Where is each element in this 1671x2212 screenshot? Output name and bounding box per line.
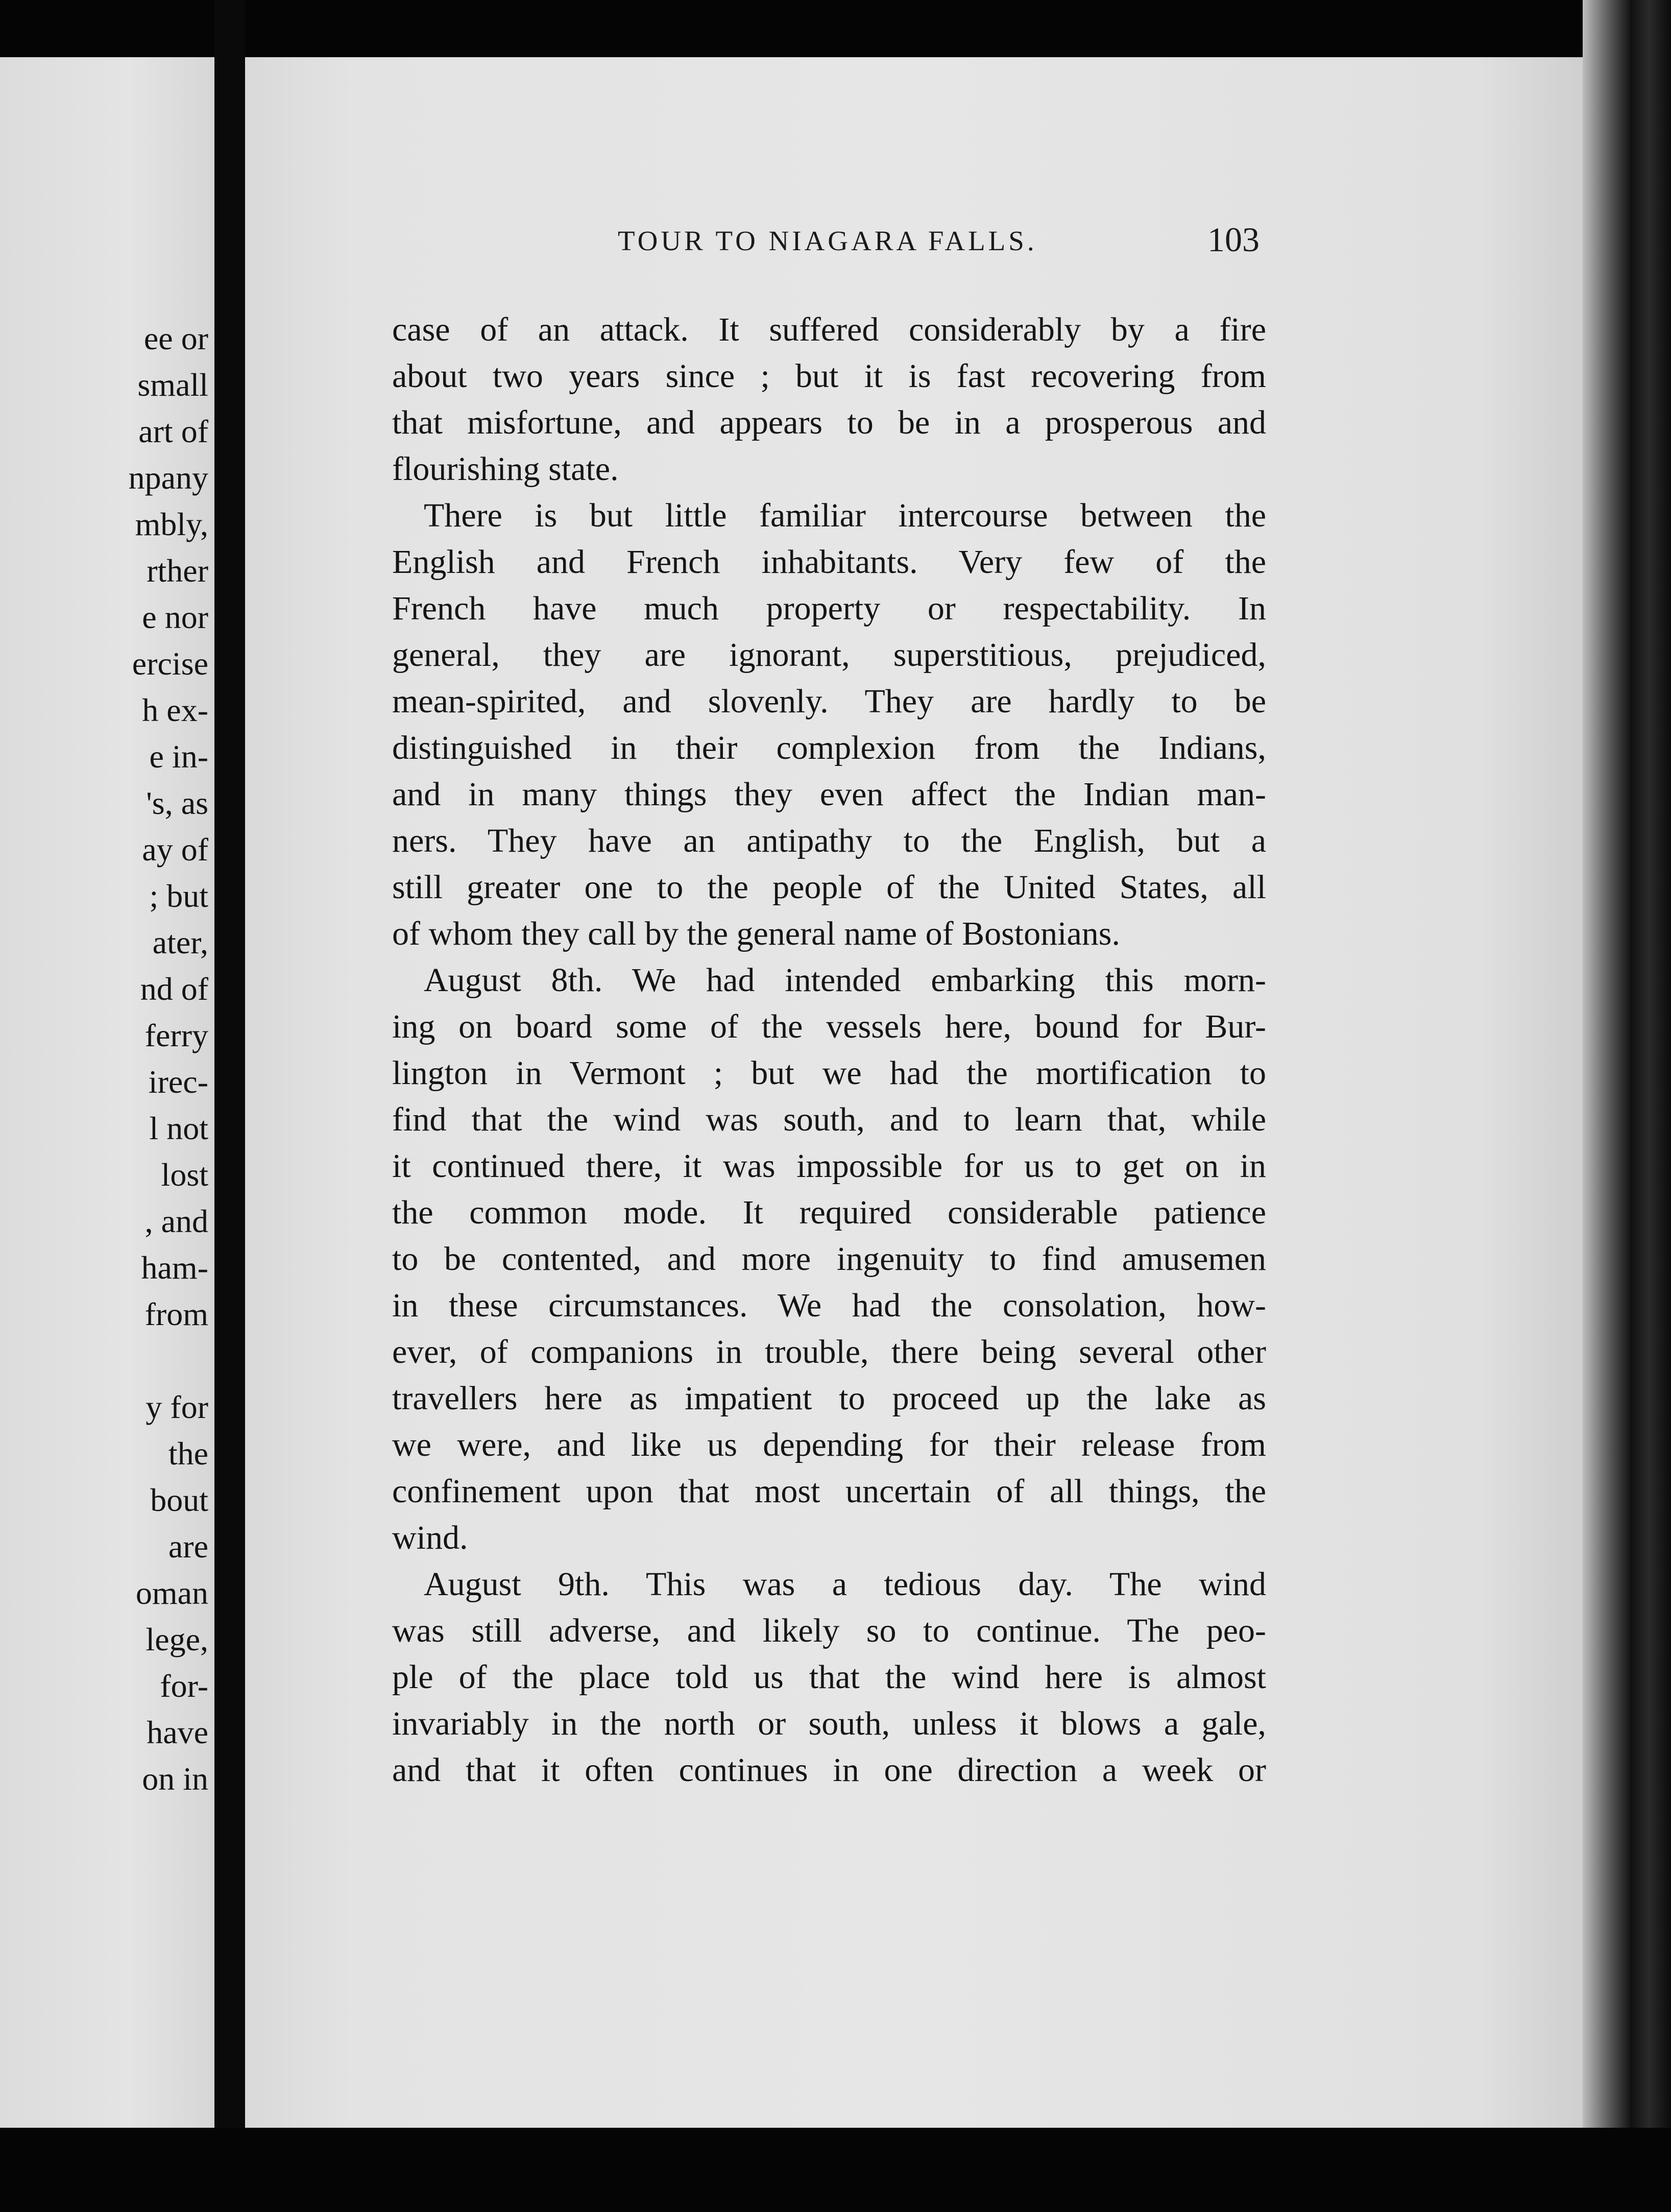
facing-page-line: ; but xyxy=(149,878,208,914)
paragraph-start-line: There is but little familiar intercourse between the xyxy=(424,497,1266,534)
facing-page-line: lost xyxy=(161,1157,208,1193)
facing-page-line: ater, xyxy=(152,924,208,960)
text-line: find that the wind was south, and to learn that, while xyxy=(392,1101,1266,1138)
running-head: TOUR TO NIAGARA FALLS. xyxy=(618,225,1037,256)
text-line: that misfortune, and appears to be in a prosperous and xyxy=(392,404,1266,441)
scan-border-top xyxy=(0,0,1671,57)
facing-page-line: rther xyxy=(147,552,208,589)
facing-page-line: ercise xyxy=(132,645,208,682)
text-line: invariably in the north or south, unless it blows a gale, xyxy=(392,1705,1266,1742)
facing-page-line: on in xyxy=(142,1761,208,1797)
facing-page-line: are xyxy=(168,1528,208,1565)
page-gutter xyxy=(214,0,245,2212)
facing-page-line: have xyxy=(147,1714,208,1750)
text-line: wind. xyxy=(392,1519,468,1556)
body-text xyxy=(392,306,1266,1793)
text-line: travellers here as impatient to proceed up the lake as xyxy=(392,1380,1266,1417)
text-line: about two years since ; but it is fast recovering from xyxy=(392,357,1266,395)
text-line: French have much property or respectability. In xyxy=(392,590,1266,627)
text-line: it continued there, it was impossible for us to get on in xyxy=(392,1147,1266,1185)
facing-page-line: npany xyxy=(128,460,208,496)
text-line: distinguished in their complexion from the Indians, xyxy=(392,729,1266,766)
facing-page-line: h ex- xyxy=(142,692,208,728)
facing-page-line: small xyxy=(137,367,208,403)
text-line: was still adverse, and likely so to continue. The peo- xyxy=(392,1612,1266,1649)
facing-page-line: ferry xyxy=(144,1017,208,1053)
facing-page-line: the xyxy=(168,1435,208,1472)
text-line: English and French inhabitants. Very few of the xyxy=(392,543,1266,581)
text-line: in these circumstances. We had the consolation, how- xyxy=(392,1287,1266,1324)
scan-border-right xyxy=(1583,0,1671,2212)
facing-page-line: lege, xyxy=(146,1621,208,1657)
text-line: still greater one to the people of the United States, all xyxy=(392,869,1266,906)
facing-page-line: nd of xyxy=(140,971,208,1007)
facing-page-line: ham- xyxy=(141,1249,208,1286)
facing-page-line: oman xyxy=(135,1575,208,1611)
text-line: general, they are ignorant, superstitious, prejudiced, xyxy=(392,636,1266,674)
facing-page-line: , and xyxy=(144,1203,208,1239)
paragraph-start-line: August 9th. This was a tedious day. The wind xyxy=(424,1566,1266,1603)
facing-page-line: ee or xyxy=(143,320,208,356)
text-line: ever, of companions in trouble, there being several other xyxy=(392,1333,1266,1371)
facing-page-line: e in- xyxy=(149,738,208,775)
text-line: confinement upon that most uncertain of all things, the xyxy=(392,1473,1266,1510)
scan-border-bottom xyxy=(0,2128,1671,2212)
paragraph-start-line: August 8th. We had intended embarking this morn- xyxy=(424,961,1266,999)
page-number: 103 xyxy=(1207,220,1260,259)
text-line: case of an attack. It suffered considerably by a fire xyxy=(392,311,1266,348)
text-line: the common mode. It required considerable patience xyxy=(392,1194,1266,1231)
text-line: ing on board some of the vessels here, bound for Bur- xyxy=(392,1008,1266,1045)
text-line: and that it often continues in one direction a week or xyxy=(392,1751,1266,1789)
text-line: ple of the place told us that the wind here is almost xyxy=(392,1658,1266,1696)
facing-page-line: art of xyxy=(138,413,208,449)
facing-page-line: mbly, xyxy=(135,506,208,542)
text-line: and in many things they even affect the Indian man- xyxy=(392,776,1266,813)
text-line: mean-spirited, and slovenly. They are hardly to be xyxy=(392,683,1266,720)
facing-page-line: y for xyxy=(146,1389,208,1425)
facing-page-left xyxy=(0,57,214,2138)
facing-page-line: ay of xyxy=(142,831,208,868)
facing-page-line: irec- xyxy=(148,1064,208,1100)
text-line: flourishing state. xyxy=(392,450,619,488)
facing-page-line: for- xyxy=(160,1668,208,1704)
facing-page-line: e nor xyxy=(142,599,208,635)
facing-page-line: l not xyxy=(149,1110,208,1146)
facing-page-line: from xyxy=(144,1296,208,1332)
text-line: we were, and like us depending for their release from xyxy=(392,1426,1266,1463)
text-line: ners. They have an antipathy to the English, but a xyxy=(392,822,1266,859)
facing-page-line: bout xyxy=(150,1482,208,1518)
text-line: of whom they call by the general name of Bostonians. xyxy=(392,915,1120,952)
text-line: to be contented, and more ingenuity to find amusemen xyxy=(392,1240,1266,1278)
facing-page-line: 's, as xyxy=(146,785,208,821)
text-line: lington in Vermont ; but we had the mortification to xyxy=(392,1054,1266,1092)
